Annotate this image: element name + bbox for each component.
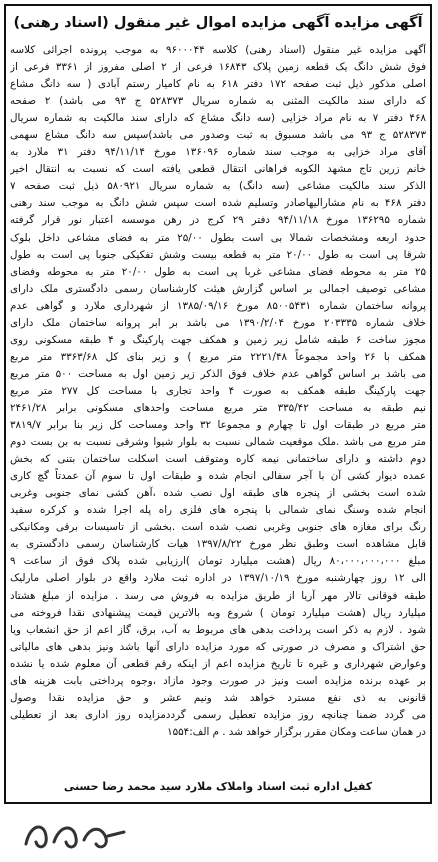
notice-line: شده است بخشی از پنجره های طبقه اول نصب شده ،آهن کشی نمای جنوبی وغربی (10, 487, 426, 500)
notice-line: پروانه ساختمان شماره ۸۵۰۰۵۴۳۱ مورخ ۱۳۸۵/۰۹/۱۶ از شهرداری ملارد و گواهی عدم (10, 299, 426, 312)
notice-line: ۵۲۸۳۷۳ ج ۹۳ می باشد مسبوق به ثبت وصدور می باشد)سپس سه دانگ مشاع سهمی (10, 129, 426, 142)
notice-line: متر مربع در طبقات اول تا چهارم و مجموعا ۳۲ واحد ومساحت کل زیر بنا برابر ۳۸۱۹/۷ (10, 419, 426, 432)
notice-line: دوم داشته و دارای ساختمانی نیمه کاره ومتوقف است اسکلت ساختمان بتنی که بخش (10, 453, 426, 466)
notice-body (10, 42, 426, 770)
notice-line: ۲۵ متر به محوطه فضای مشاعی غربا پی است به طول ۲۰/۰۰ متر به محوطه وفضای (10, 265, 426, 278)
notice-line: متر مربع می باشد .ملک موقعیت شمالی نسبت به بلوار شیوا وشرقی نسبت به بن بست دوم (10, 436, 426, 449)
notice-line: وعوارض شهرداری و غیره تا تاریخ مزایده اعم از اینکه رقم قطعی آن معلوم شده یا نشده (10, 657, 426, 670)
notice-line: ۴۶۸ دفتر ۷ به نام مراد خزایی (سه دانگ مشاع که دارای سند مالکیت به شماره سریال (10, 112, 426, 125)
notice-line: که دارای سند مالکیت المثنی به شماره سریال ۵۲۸۳۷۳ ج ۹۳ می باشد) ۲ صفحه (10, 95, 426, 108)
notice-line: شماره ۱۳۶۲۹۵ مورخ ۹۴/۱۱/۱۸ دفتر ۲۹ کرج در رهن موسسه اعتبار نور قرار گرفته (10, 214, 426, 227)
notice-line: میلیارد ریال (هشت میلیارد تومان ) شروع وبه بالاترین قیمت پیشنهادی نقدا فروخته می (10, 606, 426, 619)
handwritten-stamp-mark (20, 814, 130, 854)
notice-line: انجام شده وسنگ نمای شمالی با پنجره های فلزی راه پله اجرا شده و کرکره سفید (10, 504, 426, 517)
notice-line: می گردد ضمنا چنانچه روز مزایده تعطیل رسمی گرددمزایده روز اداری بعد از تعطیلی (10, 708, 426, 721)
notice-line: عمده دیوار کشی آن با آجر سفالی انجام شده و طبقات اول تا سوم آن عمدتاً گچ کاری (10, 470, 426, 483)
notice-line: بر عهده برنده مزایده است ونیز در صورت وجود مازاد ،وجوه پرداختی بابت هزینه های (10, 674, 426, 687)
notice-line: رنگ برای مغازه های جنوبی وغربی نصب شده است .بخشی از تاسیسات برقی ومکانیکی (10, 521, 426, 534)
notice-line: حق اشتراک و مصرف در صورتی که مورد مزایده دارای آنها باشد ونیز بدهی های مالیاتی (10, 640, 426, 653)
notice-line: الی ۱۲ روز چهارشنبه مورخ ۱۳۹۷/۱۰/۱۹ در اداره ثبت ملارد واقع در بلوار اصلی مارلیک (10, 572, 426, 585)
notice-line: طبقه فوقانی تالار مهر آریا از طریق مزایده به فروش می رسد . مزایده از مبلغ هشتاد (10, 589, 426, 602)
notice-line: الذکر سند مالکیت مشاعی (سه دانگ) به شماره سریال ۵۸۰۹۲۱ ذیل ثبت صفحه ۷ (10, 180, 426, 193)
notice-title: آگهی مزایده آگهی مزایده اموال غیر منقول (اسناد رهنی) (13, 15, 423, 31)
notice-line: خانم زرین تاج مشهد الکوبه فراهانی انتقال قطعی یافته است که نسبت به انتقال اخیر (10, 163, 426, 176)
notice-line: فوق شش دانگ یک قطعه زمین پلاک ۱۶۸۴۳ فرعی از ۲ اصلی مفروز از ۳۳۶۱ فرعی از (10, 61, 426, 74)
notice-line: نیم طبقه به مساحت ۳۳۵/۴۲ متر مربع مساحت واحدهای مسکونی برابر ۲۴۶۱/۲۸ (10, 401, 426, 414)
notice-line: آگهی مزایده غیر منقول (اسناد رهنی) کلاسه ۹۶۰۰۰۴۴ به موجب پرونده اجرائی کلاسه (10, 44, 426, 56)
notice-line: شود . لازم به ذکر است پرداخت بدهی های مربوط به آب، برق، گاز اعم از حق انشعاب ویا (10, 623, 426, 636)
notice-line: می باشد بر اساس گواهی عدم خلاف فوق الذکر زیر زمین اول به مساحت ۵۰۰ متر مربع (10, 367, 426, 380)
notice-line: حدود اربعه ومشخصات شمالا بی است بطول ۲۵/۰۰ متر به فضای مشاعی داخل بلوک (10, 231, 426, 244)
notice-line: آقای مراد خزایی به موجب سند شماره ۱۳۶۰۹۶ مورخ ۹۴/۱۱/۱۴ دفتر ۳۱ ملارد به (10, 146, 426, 159)
notice-line: جهت پارکینگ طبقه همکف به صورت ۴ واحد تجاری با مساحت کل ۲۷۷ متر مربع (10, 384, 426, 397)
notice-line: مشاعی توصیف اجمالی بر اساس گزارش هیئت کارشناسان رسمی دادگستری ملک دارای (10, 282, 426, 295)
signature-line: کفیل اداره ثبت اسناد واملاک ملارد سید محمد رضا حسنی (63, 780, 373, 793)
notice-line: قانونی به ذی نفع مسترد خواهد شد ونیم عشر و حق مزایده نقدا وصول (10, 691, 426, 704)
notice-line: قابل مشاهده است وطبق نظر مورخ ۱۳۹۷/۸/۲۲ هیات کارشناسان رسمی دادگستری به (10, 538, 426, 551)
notice-line: شرقا پی است به طول ۲۰/۰۰ متر به قطعه بیست وشش تفکیکی جنوبا پی است به طول (10, 248, 426, 261)
notice-line: دفتر ۴۶۸ به نام مشارالیهاصادر وتسلیم شده است سپس شش دانگ به موجب سند رهنی (10, 197, 426, 210)
notice-line: اصلی مذکور ذیل ثبت صفحه ۱۷۲ دفتر ۶۱۸ به نام کامیار رستم آبادی ( سه دانگ مشاع (10, 78, 426, 91)
notice-line: مبلغ ۸۰،۰۰۰،۰۰۰،۰۰۰ ریال (هشت میلیارد تومان )ارزیابی شده پلاک فوق از ساعت ۹ (10, 555, 426, 568)
notice-line: در همان ساعت ومکان مقرر برگزار خواهد شد . م الف:۱۵۵۴ (167, 725, 426, 738)
notice-line: مجوز ساخت ۶ طبقه شامل زیر زمین و همکف جهت پارکینگ و ۴ طبقه مسکونی روی (10, 333, 426, 346)
notice-line: خلاف شماره ۲۰۳۳۳۵ مورخ ۱۳۹۰/۲/۰۴ می باشد بر ابر پروانه ساختمان ملک دارای (10, 316, 426, 329)
notice-line: همکف با ۲۶ واحد مجموعاً ۲۲۲۱/۴۸ متر مربع ) و زیر بنای کل ۳۳۶۳/۶۸ متر مربع (10, 350, 426, 363)
